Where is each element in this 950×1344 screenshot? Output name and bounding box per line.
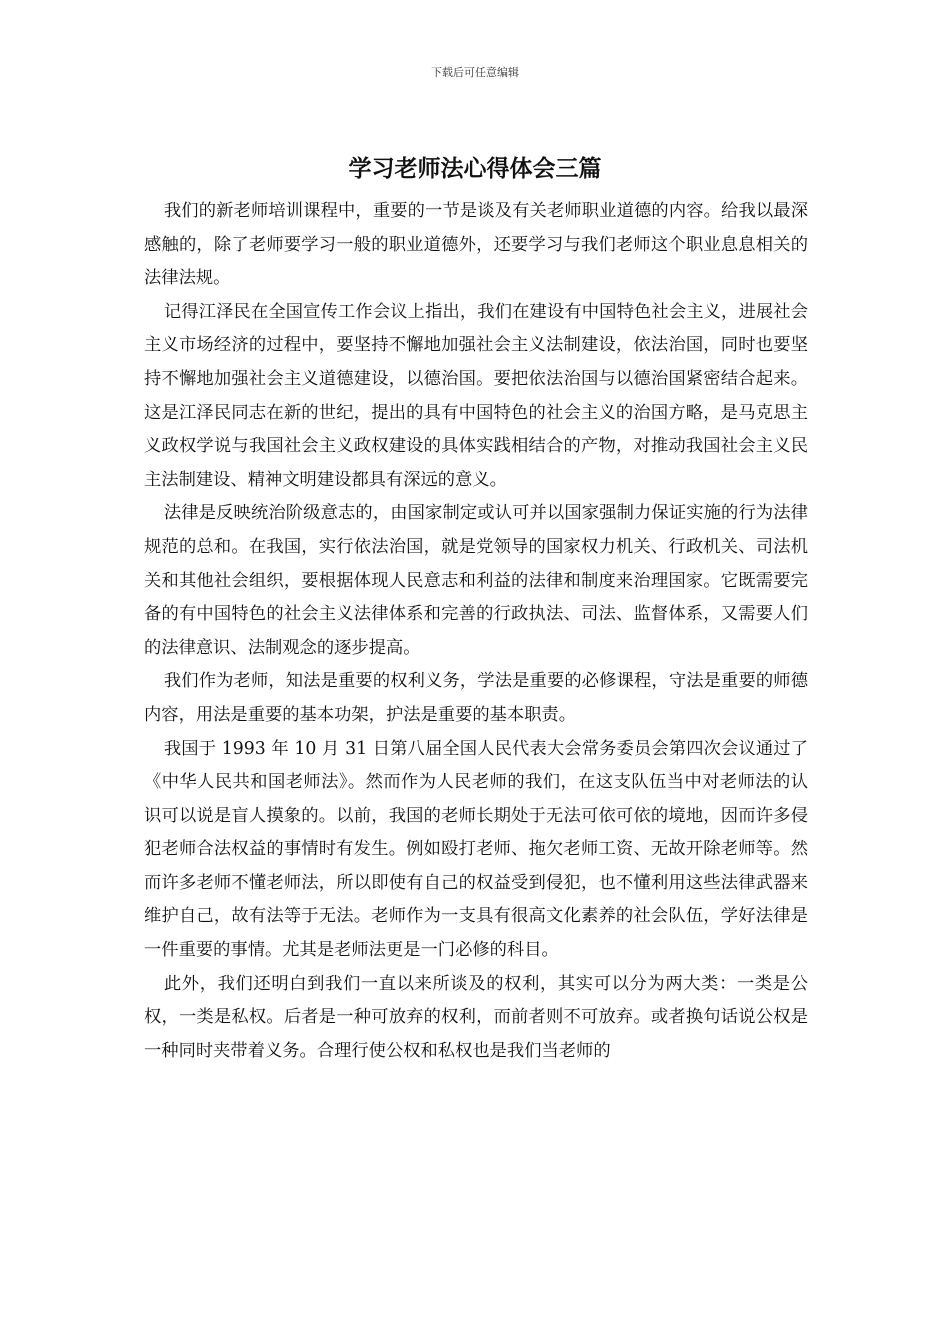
- document-body: [144, 195, 808, 1068]
- paragraph: 我国于 1993 年 10 月 31 日第八届全国人民代表大会常务委员会第四次会议通过了《中华人民共和国老师法》。然而作为人民老师的我们，在这支队伍当中对老师法的认识可以说是盲人摸象的。以前，我国的老师长期处于无法可依可依的境地，因而许多侵犯老师合法权益的事情时有发生。例如殴打老师、拖欠老师工资、无故开除老师等。然而许多老师不懂老师法，所以即使有自己的权益受到侵犯，也不懂利用这些法律武器来维护自己，故有法等于无法。老师作为一支具有很高文化素养的社会队伍，学好法律是一件重要的事情。尤其是老师法更是一门必修的科目。: [144, 738, 808, 961]
- paragraph: 我们作为老师，知法是重要的权利义务，学法是重要的必修课程，守法是重要的师德内容，用法是重要的基本功架，护法是重要的基本职责。: [144, 671, 808, 725]
- paragraph: 此外，我们还明白到我们一直以来所谈及的权利，其实可以分为两大类：一类是公权，一类是私权。后者是一种可放弃的权利，而前者则不可放弃。或者换句话说公权是一种同时夹带着义务。合理行使公权和私权也是我们当老师的: [144, 973, 808, 1061]
- paragraph: 记得江泽民在全国宣传工作会议上指出，我们在建设有中国特色社会主义，进展社会主义市场经济的过程中，要坚持不懈地加强社会主义法制建设，依法治国，同时也要坚持不懈地加强社会主义道德建设，以德治国。要把依法治国与以德治国紧密结合起来。这是江泽民同志在新的世纪，提出的具有中国特色的社会主义的治国方略，是马克思主义政权学说与我国社会主义政权建设的具体实践相结合的产物，对推动我国社会主义民主法制建设、精神文明建设都具有深远的意义。: [144, 301, 808, 490]
- paragraph: 我们的新老师培训课程中，重要的一节是谈及有关老师职业道德的内容。给我以最深感触的，除了老师要学习一般的职业道德外，还要学习与我们老师这个职业息息相关的法律法规。: [144, 201, 808, 289]
- document-title: 学习老师法心得体会三篇: [348, 155, 602, 182]
- paragraph: 法律是反映统治阶级意志的，由国家制定或认可并以国家强制力保证实施的行为法律规范的总和。在我国，实行依法治国，就是党领导的国家权力机关、行政机关、司法机关和其他社会组织，要根据体现人民意志和利益的法律和制度来治理国家。它既需要完备的有中国特色的社会主义法律体系和完善的行政执法、司法、监督体系，又需要人们的法律意识、法制观念的逐步提高。: [144, 503, 808, 658]
- header-note: 下载后可任意编辑: [431, 66, 519, 79]
